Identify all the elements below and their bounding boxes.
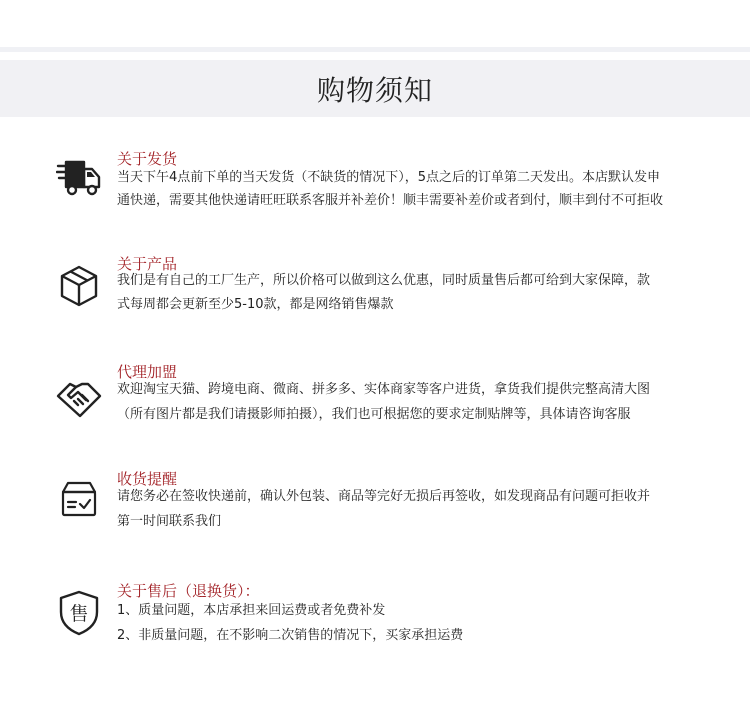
section-heading: 关于售后（退换货）： [117,582,260,600]
package-check-icon [56,478,102,524]
section-text-line: 通快递，需要其他快递请旺旺联系客服并补差价！顺丰需要补差价或者到付，顺丰到付不可拒收 [117,193,664,208]
page-title: 购物须知 [316,73,433,107]
delivery-truck-icon [56,154,102,200]
section-heading: 代理加盟 [117,363,178,381]
section-text-line: 欢迎淘宝天猫、跨境电商、微商、拼多多、实体商家等客户进货，拿货我们提供完整高清大图 [117,382,651,397]
section-text-line: 请您务必在签收快递前，确认外包装、商品等完好无损后再签收，如发现商品有问题可拒收并 [117,489,651,504]
section-heading: 关于产品 [117,255,178,273]
section-text-line: 1、质量问题，本店承担来回运费或者免费补发 [117,603,386,618]
section-text-line: 当天下午4点前下单的当天发货（不缺货的情况下），5点之后的订单第二天发出。本店默认发申 [117,170,661,185]
section-text-line: 式每周都会更新至少5-10款，都是网络销售爆款 [117,297,394,312]
svg-text:售: 售 [69,603,89,625]
top-divider-strip [0,47,750,52]
title-bar [0,60,750,117]
handshake-icon [56,373,102,419]
product-box-icon [56,263,102,309]
section-text-line: 第一时间联系我们 [117,514,222,529]
section-text-line: （所有图片都是我们请摄影师拍摄），我们也可根据您的要求定制贴牌等，具体请咨询客服 [117,407,631,422]
section-heading: 关于发货 [117,150,178,168]
section-text-line: 我们是有自己的工厂生产，所以价格可以做到这么优惠，同时质量售后都可给到大家保障，款 [117,273,651,288]
section-heading: 收货提醒 [117,470,178,488]
after-sales-shield-icon [56,590,102,636]
section-text-line: 2、非质量问题，在不影响二次销售的情况下，买家承担运费 [117,628,464,643]
